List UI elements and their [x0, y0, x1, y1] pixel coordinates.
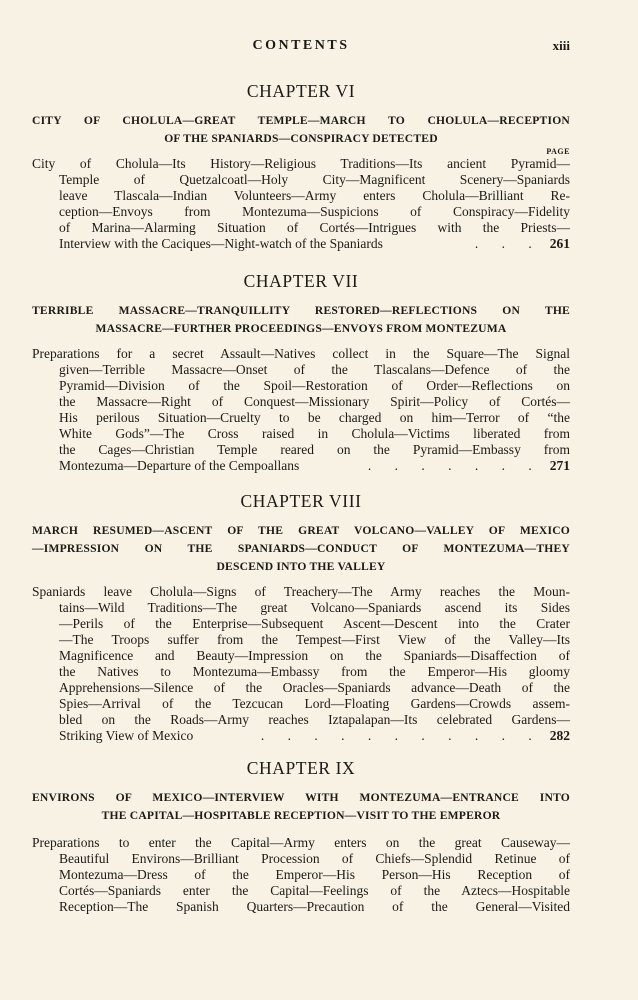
- chapter-heading: CHAPTER IX: [246, 758, 356, 778]
- contents-line: Pyramid—Division of the Spoil—Restoration of Order—Reflections on: [59, 378, 570, 393]
- contents-line: Apprehensions—Silence of the Oracles—Spaniards advance—Death of the: [59, 680, 570, 695]
- dot-leader: . . . . . . .: [367, 458, 542, 473]
- chapter-summary: [32, 789, 570, 825]
- contents-line: Spies—Arrival of the Tezcucan Lord—Floating Gardens—Crowds assem-: [59, 696, 570, 711]
- contents-line: [32, 458, 570, 474]
- contents-line: of Marina—Alarming Situation of Cortés—Intrigues with the Priests—: [59, 220, 570, 235]
- contents-line-text: Interview with the Caciques—Night-watch of the Spaniards: [59, 236, 383, 251]
- contents-line: Magnificence and Beauty—Impression on the Spaniards—Disaffection of: [59, 648, 570, 663]
- summary-line: THE CAPITAL—HOSPITABLE RECEPTION—VISIT TO THE EMPEROR: [101, 809, 501, 822]
- contents-line: [32, 728, 570, 744]
- contents-line: Temple of Quetzalcoatl—Holy City—Magnificent Scenery—Spaniards: [59, 172, 570, 187]
- contents-line: the Natives to Montezuma—Embassy from the Emperor—His gloomy: [59, 664, 570, 679]
- contents-line: Preparations for a secret Assault—Natives collect in the Square—The Signal: [32, 346, 570, 361]
- contents-line: Reception—The Spanish Quarters—Precaution of the General—Visited: [59, 899, 570, 914]
- contents-line: bled on the Roads—Army reaches Iztapalapan—Its celebrated Gardens—: [59, 712, 570, 727]
- contents-line: White Gods”—The Cross raised in Cholula—Victims liberated from: [59, 426, 570, 441]
- contents-line: [32, 236, 570, 252]
- summary-line: ENVIRONS OF MEXICO—INTERVIEW WITH MONTEZUMA—ENTRANCE INTO: [32, 791, 570, 804]
- dot-leader: . . .: [474, 236, 542, 251]
- contents-line: Cortés—Spaniards enter the Capital—Feelings of the Aztecs—Hospitable: [59, 883, 570, 898]
- running-head: [32, 38, 570, 56]
- contents-line: City of Cholula—Its History—Religious Traditions—Its ancient Pyramid—: [32, 156, 570, 171]
- contents-line: Beautiful Environs—Brilliant Procession of Chiefs—Splendid Retinue of: [59, 851, 570, 866]
- summary-line: CITY OF CHOLULA—GREAT TEMPLE—MARCH TO CHOLULA—RECEPTION: [32, 114, 570, 127]
- contents-entry: [32, 584, 570, 744]
- summary-line: MASSACRE—FURTHER PROCEEDINGS—ENVOYS FROM MONTEZUMA: [95, 322, 507, 335]
- contents-line: —Perils of the Enterprise—Subsequent Ascent—Descent into the Crater: [59, 616, 570, 631]
- running-title: CONTENTS: [252, 38, 350, 53]
- page-reference: 261: [549, 236, 570, 251]
- contents-line-text: Montezuma—Departure of the Cempoallans: [59, 458, 300, 473]
- contents-entry: [32, 346, 570, 474]
- folio-number: xiii: [552, 38, 570, 53]
- summary-line: OF THE SPANIARDS—CONSPIRACY DETECTED: [164, 132, 438, 145]
- contents-entry: [32, 156, 570, 252]
- page-column-label: PAGE: [546, 147, 570, 156]
- chapter-heading: CHAPTER VII: [243, 271, 359, 291]
- contents-line: ception—Envoys from Montezuma—Suspicions of Conspiracy—Fidelity: [59, 204, 570, 219]
- contents-line: leave Tlascala—Indian Volunteers—Army enters Cholula—Brilliant Re-: [59, 188, 570, 203]
- contents-line: Preparations to enter the Capital—Army enters on the great Causeway—: [32, 835, 570, 850]
- summary-line: TERRIBLE MASSACRE—TRANQUILLITY RESTORED—REFLECTIONS ON THE: [32, 304, 570, 317]
- page-reference: 282: [549, 728, 570, 743]
- contents-line-text: Striking View of Mexico: [59, 728, 194, 743]
- chapter-heading: CHAPTER VIII: [240, 491, 362, 511]
- chapter-summary: [32, 112, 570, 148]
- contents-line: tains—Wild Traditions—The great Volcano—Spaniards ascend its Sides: [59, 600, 570, 615]
- chapter-heading: CHAPTER VI: [246, 81, 356, 101]
- contents-line: Spaniards leave Cholula—Signs of Treachery—The Army reaches the Moun-: [32, 584, 570, 599]
- summary-line: —IMPRESSION ON THE SPANIARDS—CONDUCT OF MONTEZUMA—THEY: [32, 542, 570, 555]
- dot-leader: . . . . . . . . . . .: [260, 728, 542, 743]
- contents-line: His perilous Situation—Cruelty to be charged on him—Terror of “the: [59, 410, 570, 425]
- chapter-summary: [32, 522, 570, 576]
- contents-line: given—Terrible Massacre—Onset of the Tlascalans—Defence of the: [59, 362, 570, 377]
- contents-entry: [32, 835, 570, 915]
- page-reference: 271: [549, 458, 570, 473]
- summary-line: MARCH RESUMED—ASCENT OF THE GREAT VOLCANO—VALLEY OF MEXICO: [32, 524, 570, 537]
- contents-line: —The Troops suffer from the Tempest—First View of the Valley—Its: [59, 632, 570, 647]
- contents-line: Montezuma—Dress of the Emperor—His Person—His Reception of: [59, 867, 570, 882]
- contents-line: the Cages—Christian Temple reared on the Pyramid—Embassy from: [59, 442, 570, 457]
- summary-line: DESCEND INTO THE VALLEY: [216, 560, 386, 573]
- contents-line: the Massacre—Right of Conquest—Missionary Spirit—Policy of Cortés—: [59, 394, 570, 409]
- chapter-summary: [32, 302, 570, 338]
